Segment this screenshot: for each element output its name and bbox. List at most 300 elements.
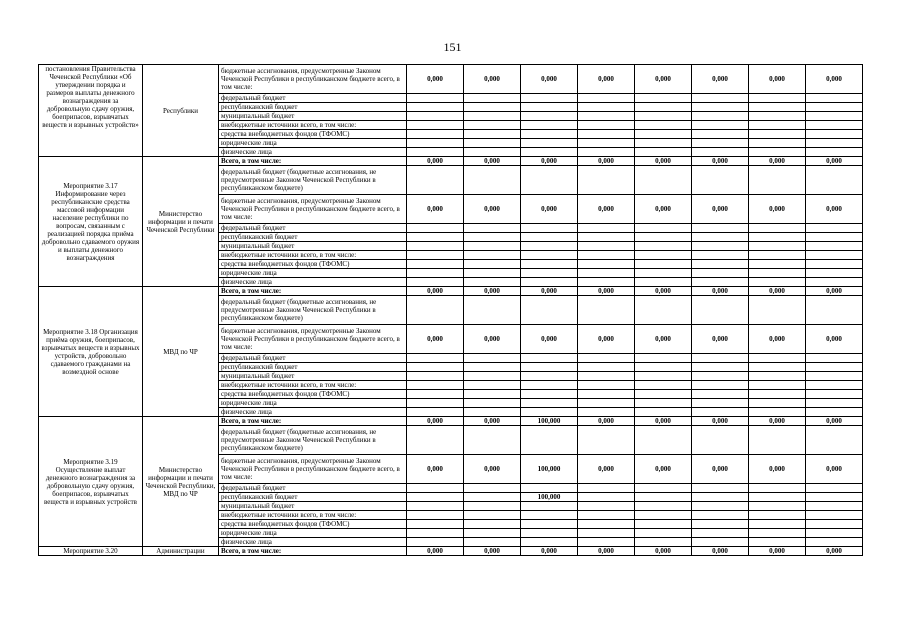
value-cell: [692, 372, 749, 381]
value-cell: [464, 139, 521, 148]
value-cell: [806, 381, 863, 390]
value-cell: [806, 511, 863, 520]
value-cell: [692, 242, 749, 251]
value-cell: [521, 130, 578, 139]
value-cell: [464, 260, 521, 269]
value-cell: [464, 511, 521, 520]
funding-source-cell: внебюджетные источники всего, в том числе:: [219, 251, 407, 260]
value-cell: [521, 166, 578, 195]
value-cell: [521, 269, 578, 278]
value-cell: [635, 511, 692, 520]
value-cell: [635, 139, 692, 148]
value-cell: [749, 121, 806, 130]
value-cell: [521, 363, 578, 372]
value-cell: [464, 372, 521, 381]
value-cell: [521, 354, 578, 363]
value-cell: [464, 538, 521, 547]
value-cell: 0,000: [578, 455, 635, 484]
funding-source-cell: Всего, в том числе:: [219, 157, 407, 166]
value-cell: [749, 511, 806, 520]
value-cell: [635, 363, 692, 372]
value-cell: [464, 296, 521, 325]
value-cell: [578, 399, 635, 408]
value-cell: [407, 363, 464, 372]
value-cell: 0,000: [749, 455, 806, 484]
value-cell: [521, 139, 578, 148]
value-cell: [635, 269, 692, 278]
value-cell: 0,000: [464, 325, 521, 354]
value-cell: [635, 529, 692, 538]
value-cell: 0,000: [635, 65, 692, 94]
funding-source-cell: средства внебюджетных фондов (ТФОМС): [219, 390, 407, 399]
value-cell: [692, 538, 749, 547]
funding-source-cell: юридические лица: [219, 139, 407, 148]
value-cell: [749, 426, 806, 455]
value-cell: 100,000: [521, 417, 578, 426]
value-cell: [578, 121, 635, 130]
value-cell: [578, 94, 635, 103]
value-cell: [692, 260, 749, 269]
value-cell: [635, 426, 692, 455]
value-cell: [692, 493, 749, 502]
value-cell: [521, 251, 578, 260]
value-cell: [578, 493, 635, 502]
value-cell: [464, 224, 521, 233]
funding-source-cell: республиканский бюджет: [219, 363, 407, 372]
value-cell: [407, 139, 464, 148]
value-cell: [635, 251, 692, 260]
funding-source-cell: федеральный бюджет: [219, 224, 407, 233]
value-cell: [407, 233, 464, 242]
value-cell: [749, 103, 806, 112]
value-cell: 0,000: [407, 195, 464, 224]
value-cell: [749, 399, 806, 408]
value-cell: [578, 363, 635, 372]
value-cell: 0,000: [635, 195, 692, 224]
value-cell: [806, 130, 863, 139]
value-cell: 0,000: [692, 287, 749, 296]
value-cell: 0,000: [635, 157, 692, 166]
value-cell: [692, 148, 749, 157]
value-cell: [464, 278, 521, 287]
value-cell: [464, 408, 521, 417]
funding-source-cell: Всего, в том числе:: [219, 547, 407, 556]
value-cell: [806, 502, 863, 511]
value-cell: [407, 103, 464, 112]
value-cell: [806, 390, 863, 399]
value-cell: 0,000: [749, 417, 806, 426]
value-cell: [635, 233, 692, 242]
value-cell: 0,000: [692, 195, 749, 224]
value-cell: [521, 224, 578, 233]
value-cell: 0,000: [521, 325, 578, 354]
page-number: 151: [443, 40, 462, 54]
value-cell: [806, 269, 863, 278]
funding-source-cell: бюджетные ассигнования, предусмотренные Законом Чеченской Республики в республиканском бюджете всего, в том числе:: [219, 455, 407, 484]
value-cell: [407, 269, 464, 278]
value-cell: 0,000: [692, 157, 749, 166]
value-cell: [407, 242, 464, 251]
value-cell: [635, 296, 692, 325]
value-cell: [692, 112, 749, 121]
value-cell: [635, 130, 692, 139]
value-cell: [464, 381, 521, 390]
value-cell: [521, 103, 578, 112]
value-cell: [407, 502, 464, 511]
value-cell: [578, 130, 635, 139]
value-cell: [692, 502, 749, 511]
value-cell: [749, 269, 806, 278]
funding-source-cell: федеральный бюджет (бюджетные ассигнования, не предусмотренные Законом Чеченской Республики в республиканском бюджете): [219, 296, 407, 325]
value-cell: [806, 278, 863, 287]
value-cell: [521, 372, 578, 381]
value-cell: [749, 233, 806, 242]
value-cell: [635, 372, 692, 381]
value-cell: [635, 121, 692, 130]
funding-source-cell: федеральный бюджет: [219, 94, 407, 103]
value-cell: [692, 520, 749, 529]
value-cell: [578, 260, 635, 269]
activity-name-cell: постановления Правительства Чеченской Республики «Об утверждении порядка и размеров выплаты денежного вознаграждения за добровольную сдачу оружия, боеприпасов, взрывчатых веществ и взрывных устройств»: [39, 65, 143, 157]
value-cell: [806, 399, 863, 408]
value-cell: 0,000: [521, 195, 578, 224]
funding-source-cell: физические лица: [219, 148, 407, 157]
funding-source-cell: муниципальный бюджет: [219, 112, 407, 121]
value-cell: 0,000: [806, 157, 863, 166]
value-cell: [521, 426, 578, 455]
value-cell: [635, 484, 692, 493]
value-cell: 0,000: [521, 287, 578, 296]
value-cell: [464, 426, 521, 455]
table-row: [39, 417, 863, 426]
value-cell: [749, 502, 806, 511]
value-cell: [578, 511, 635, 520]
value-cell: [578, 520, 635, 529]
value-cell: [578, 148, 635, 157]
value-cell: [635, 381, 692, 390]
funding-source-cell: физические лица: [219, 278, 407, 287]
value-cell: 0,000: [521, 157, 578, 166]
value-cell: [749, 408, 806, 417]
value-cell: 0,000: [464, 417, 521, 426]
value-cell: 0,000: [407, 65, 464, 94]
value-cell: 0,000: [578, 325, 635, 354]
funding-source-cell: республиканский бюджет: [219, 493, 407, 502]
value-cell: [521, 520, 578, 529]
value-cell: [692, 103, 749, 112]
value-cell: [407, 511, 464, 520]
value-cell: [407, 166, 464, 195]
value-cell: 0,000: [806, 455, 863, 484]
value-cell: [635, 242, 692, 251]
value-cell: [806, 529, 863, 538]
value-cell: [749, 363, 806, 372]
funding-source-cell: средства внебюджетных фондов (ТФОМС): [219, 520, 407, 529]
value-cell: 0,000: [578, 157, 635, 166]
value-cell: [578, 538, 635, 547]
value-cell: [464, 354, 521, 363]
value-cell: [407, 426, 464, 455]
value-cell: [692, 251, 749, 260]
value-cell: [635, 502, 692, 511]
value-cell: [578, 296, 635, 325]
value-cell: [806, 426, 863, 455]
value-cell: [692, 484, 749, 493]
value-cell: [578, 224, 635, 233]
funding-source-cell: муниципальный бюджет: [219, 372, 407, 381]
value-cell: 0,000: [749, 325, 806, 354]
value-cell: [521, 121, 578, 130]
value-cell: [749, 390, 806, 399]
executor-cell: Республики: [143, 65, 219, 157]
funding-source-cell: физические лица: [219, 538, 407, 547]
value-cell: [692, 121, 749, 130]
value-cell: [464, 502, 521, 511]
value-cell: [464, 103, 521, 112]
value-cell: 0,000: [635, 287, 692, 296]
value-cell: [464, 251, 521, 260]
value-cell: [806, 224, 863, 233]
value-cell: [749, 484, 806, 493]
funding-source-cell: федеральный бюджет: [219, 484, 407, 493]
value-cell: 0,000: [407, 417, 464, 426]
value-cell: 0,000: [578, 65, 635, 94]
value-cell: [749, 251, 806, 260]
value-cell: [635, 94, 692, 103]
value-cell: 0,000: [521, 65, 578, 94]
value-cell: 0,000: [635, 547, 692, 556]
value-cell: [521, 511, 578, 520]
value-cell: 0,000: [464, 157, 521, 166]
value-cell: [464, 363, 521, 372]
value-cell: 0,000: [692, 417, 749, 426]
value-cell: [692, 269, 749, 278]
funding-source-cell: внебюджетные источники всего, в том числе:: [219, 511, 407, 520]
value-cell: 0,000: [464, 65, 521, 94]
value-cell: 0,000: [578, 547, 635, 556]
funding-source-cell: республиканский бюджет: [219, 233, 407, 242]
value-cell: 0,000: [464, 287, 521, 296]
value-cell: [407, 390, 464, 399]
value-cell: 0,000: [578, 287, 635, 296]
value-cell: [692, 426, 749, 455]
value-cell: [521, 94, 578, 103]
value-cell: [692, 278, 749, 287]
value-cell: [464, 269, 521, 278]
value-cell: [407, 529, 464, 538]
value-cell: [464, 529, 521, 538]
value-cell: [749, 372, 806, 381]
value-cell: [635, 166, 692, 195]
value-cell: [464, 112, 521, 121]
value-cell: [692, 408, 749, 417]
funding-source-cell: муниципальный бюджет: [219, 242, 407, 251]
value-cell: [692, 354, 749, 363]
value-cell: 0,000: [464, 547, 521, 556]
value-cell: [578, 233, 635, 242]
value-cell: [578, 484, 635, 493]
value-cell: [407, 538, 464, 547]
executor-cell: Администрации: [143, 547, 219, 556]
value-cell: [806, 233, 863, 242]
value-cell: [578, 354, 635, 363]
value-cell: [635, 112, 692, 121]
value-cell: 0,000: [407, 547, 464, 556]
value-cell: [635, 103, 692, 112]
activity-name-cell: Мероприятие 3.18 Организация приёма оружия, боеприпасов, взрывчатых веществ и взрывных устройств, добровольно сдаваемого гражданами на возмездной основе: [39, 287, 143, 417]
value-cell: [407, 381, 464, 390]
value-cell: 0,000: [407, 325, 464, 354]
value-cell: [635, 260, 692, 269]
value-cell: 0,000: [749, 287, 806, 296]
value-cell: [407, 408, 464, 417]
value-cell: [806, 484, 863, 493]
value-cell: [749, 493, 806, 502]
value-cell: [806, 251, 863, 260]
table-row: [39, 287, 863, 296]
value-cell: [749, 538, 806, 547]
activity-name-cell: Мероприятие 3.19 Осуществление выплат денежного вознаграждения за добровольную сдачу оружия, боеприпасов, взрывчатых веществ и взрывных устройств: [39, 417, 143, 547]
value-cell: 0,000: [749, 195, 806, 224]
value-cell: [806, 242, 863, 251]
value-cell: [578, 103, 635, 112]
funding-source-cell: юридические лица: [219, 399, 407, 408]
value-cell: [578, 251, 635, 260]
table-row: [39, 65, 863, 94]
value-cell: [407, 130, 464, 139]
value-cell: [635, 538, 692, 547]
value-cell: [521, 148, 578, 157]
funding-source-cell: бюджетные ассигнования, предусмотренные Законом Чеченской Республики в республиканском бюджете всего, в том числе:: [219, 195, 407, 224]
value-cell: [692, 166, 749, 195]
value-cell: [578, 278, 635, 287]
value-cell: [521, 381, 578, 390]
value-cell: [806, 121, 863, 130]
value-cell: [464, 121, 521, 130]
value-cell: [806, 372, 863, 381]
value-cell: [692, 399, 749, 408]
value-cell: 0,000: [806, 195, 863, 224]
value-cell: [806, 493, 863, 502]
value-cell: [806, 408, 863, 417]
value-cell: [521, 112, 578, 121]
value-cell: [464, 166, 521, 195]
value-cell: [407, 121, 464, 130]
value-cell: 0,000: [578, 417, 635, 426]
activity-name-cell: Мероприятие 3.17 Информирование через республиканские средства массовой информации население республики по вопросам, связанным с реализацией порядка приёма добровольно сдаваемого оружия и выплаты денежного вознаграждения: [39, 157, 143, 287]
value-cell: 0,000: [464, 455, 521, 484]
value-cell: [806, 112, 863, 121]
value-cell: [521, 260, 578, 269]
budget-table: [38, 64, 863, 556]
funding-source-cell: юридические лица: [219, 269, 407, 278]
value-cell: [464, 94, 521, 103]
funding-source-cell: физические лица: [219, 408, 407, 417]
value-cell: [578, 166, 635, 195]
value-cell: [521, 538, 578, 547]
funding-source-cell: Всего, в том числе:: [219, 287, 407, 296]
value-cell: [521, 408, 578, 417]
value-cell: [692, 390, 749, 399]
value-cell: 0,000: [407, 455, 464, 484]
value-cell: 0,000: [407, 157, 464, 166]
value-cell: [692, 381, 749, 390]
value-cell: [407, 520, 464, 529]
value-cell: [407, 251, 464, 260]
value-cell: [806, 260, 863, 269]
value-cell: 0,000: [749, 157, 806, 166]
funding-source-cell: внебюджетные источники всего, в том числе:: [219, 121, 407, 130]
value-cell: [407, 112, 464, 121]
value-cell: [464, 233, 521, 242]
value-cell: 100,000: [521, 493, 578, 502]
value-cell: [521, 296, 578, 325]
value-cell: [749, 260, 806, 269]
value-cell: 0,000: [692, 325, 749, 354]
value-cell: [635, 408, 692, 417]
value-cell: [521, 278, 578, 287]
value-cell: [806, 296, 863, 325]
funding-source-cell: республиканский бюджет: [219, 103, 407, 112]
value-cell: [692, 511, 749, 520]
funding-source-cell: федеральный бюджет: [219, 354, 407, 363]
value-cell: [749, 520, 806, 529]
value-cell: [749, 278, 806, 287]
value-cell: [749, 529, 806, 538]
value-cell: [578, 426, 635, 455]
value-cell: [464, 520, 521, 529]
value-cell: [521, 390, 578, 399]
value-cell: 0,000: [749, 65, 806, 94]
value-cell: [521, 233, 578, 242]
value-cell: [806, 103, 863, 112]
value-cell: [806, 139, 863, 148]
value-cell: [578, 529, 635, 538]
value-cell: [578, 112, 635, 121]
value-cell: [407, 354, 464, 363]
value-cell: [578, 390, 635, 399]
value-cell: [806, 363, 863, 372]
value-cell: 0,000: [692, 65, 749, 94]
value-cell: [692, 94, 749, 103]
value-cell: [635, 520, 692, 529]
value-cell: [635, 399, 692, 408]
value-cell: [521, 484, 578, 493]
funding-source-cell: Всего, в том числе:: [219, 417, 407, 426]
funding-source-cell: средства внебюджетных фондов (ТФОМС): [219, 130, 407, 139]
value-cell: [635, 278, 692, 287]
funding-source-cell: бюджетные ассигнования, предусмотренные Законом Чеченской Республики в республиканском бюджете всего, в том числе:: [219, 325, 407, 354]
value-cell: [749, 94, 806, 103]
value-cell: [578, 408, 635, 417]
value-cell: [806, 94, 863, 103]
value-cell: [578, 242, 635, 251]
value-cell: [806, 538, 863, 547]
funding-source-cell: средства внебюджетных фондов (ТФОМС): [219, 260, 407, 269]
value-cell: 0,000: [407, 287, 464, 296]
value-cell: [749, 296, 806, 325]
value-cell: [521, 399, 578, 408]
value-cell: [635, 224, 692, 233]
value-cell: [692, 363, 749, 372]
value-cell: [749, 148, 806, 157]
value-cell: [692, 224, 749, 233]
value-cell: [407, 296, 464, 325]
value-cell: [749, 112, 806, 121]
value-cell: [521, 502, 578, 511]
value-cell: 0,000: [521, 547, 578, 556]
value-cell: [749, 224, 806, 233]
